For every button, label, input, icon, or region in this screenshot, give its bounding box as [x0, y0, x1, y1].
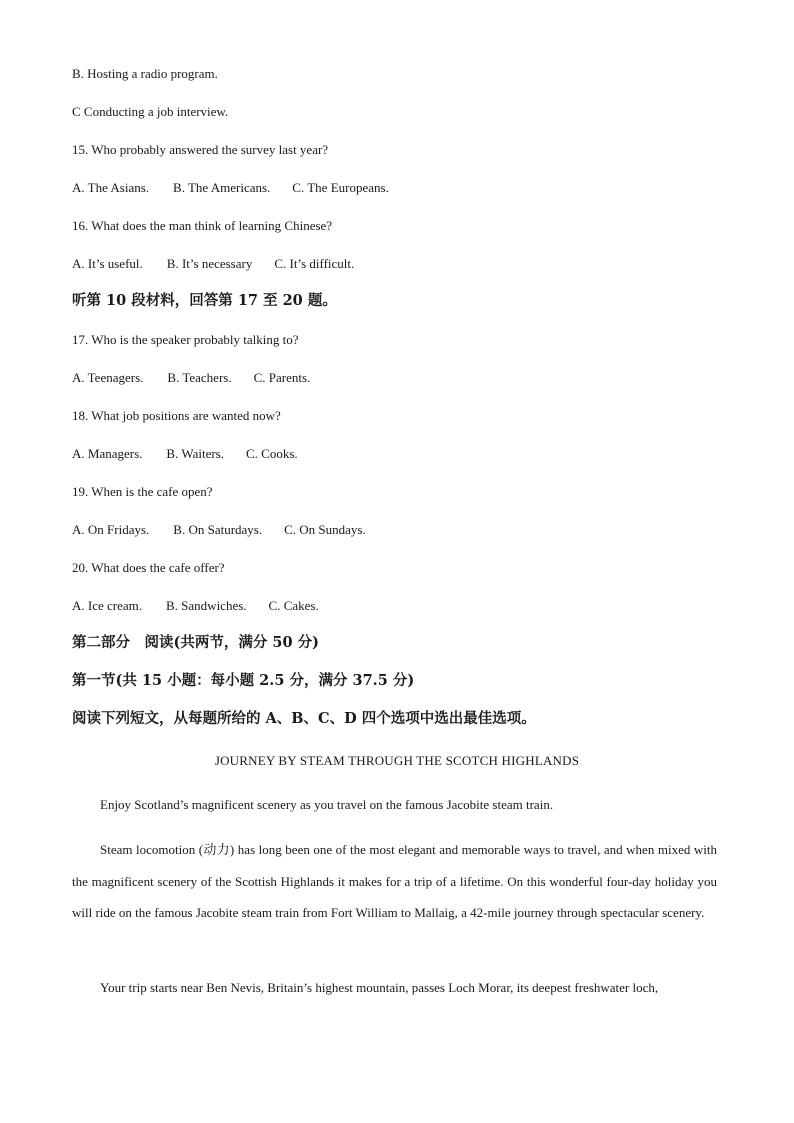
reading-instruction: 阅读下列短文，从每题所给的 A、B、C、D 四个选项中选出最佳选项。	[72, 710, 536, 727]
q16-options	[72, 256, 354, 272]
q20-options	[72, 598, 319, 614]
passage-paragraph-3: Your trip starts near Ben Nevis, Britain’s highest mountain, passes Loch Morar, its deepest freshwater loch,	[100, 980, 659, 995]
q14-option-b: B. Hosting a radio program.	[72, 66, 218, 81]
q17-options	[72, 370, 310, 386]
section10-heading: 听第 10 段材料，回答第 17 至 20 题。	[72, 292, 337, 309]
passage-paragraph-2: Steam locomotion (动力) has long been one of the most elegant and memorable ways to travel, and when mixed with the magnificent scenery of the Scottish Highlands it makes for a trip of a lifetime. On this wonderful four-day holiday you will ride on the famous Jacobite steam train from Fort William to Mallaig, a 42-mile journey through spectacular scenery.	[72, 842, 717, 920]
q17-question: 17. Who is the speaker probably talking to?	[72, 332, 299, 347]
q17-option-c: C. Parents.	[253, 370, 311, 385]
q18-option-c: C. Cooks.	[245, 446, 298, 461]
q19-option-c: C. On Sundays.	[284, 522, 366, 537]
passage-paragraph-1: Enjoy Scotland’s magnificent scenery as you travel on the famous Jacobite steam train.	[100, 797, 554, 812]
q14-option-c: C Conducting a job interview.	[72, 104, 229, 119]
q16-option-b: B. It’s necessary	[166, 256, 253, 271]
q15-options	[72, 180, 389, 196]
q20-option-b: B. Sandwiches.	[166, 598, 247, 613]
passage-title: JOURNEY BY STEAM THROUGH THE SCOTCH HIGHLANDS	[214, 753, 580, 768]
q20-question: 20. What does the cafe offer?	[72, 560, 225, 575]
q15-question: 15. Who probably answered the survey last year?	[72, 142, 329, 157]
q16-option-a: A. It’s useful.	[72, 256, 143, 271]
q18-question: 18. What job positions are wanted now?	[72, 408, 281, 423]
q18-options	[72, 446, 298, 462]
part2-heading: 第二部分 阅读(共两节，满分 50 分)	[72, 634, 319, 651]
q19-option-a: A. On Fridays.	[72, 522, 150, 537]
q19-question: 19. When is the cafe open?	[72, 484, 213, 499]
q20-option-c: C. Cakes.	[268, 598, 319, 613]
q20-option-a: A. Ice cream.	[72, 598, 143, 613]
q18-option-b: B. Waiters.	[166, 446, 224, 461]
q16-question: 16. What does the man think of learning Chinese?	[72, 218, 333, 233]
q17-option-b: B. Teachers.	[167, 370, 232, 385]
q19-option-b: B. On Saturdays.	[173, 522, 263, 537]
q18-option-a: A. Managers.	[72, 446, 143, 461]
section1-heading: 第一节(共 15 小题：每小题 2.5 分，满分 37.5 分)	[72, 672, 415, 689]
q15-option-c: C. The Europeans.	[292, 180, 389, 195]
q16-option-c: C. It’s difficult.	[274, 256, 355, 271]
q15-option-b: B. The Americans.	[173, 180, 271, 195]
q15-option-a: A. The Asians.	[72, 180, 150, 195]
q17-option-a: A. Teenagers.	[72, 370, 144, 385]
q19-options	[72, 522, 366, 538]
